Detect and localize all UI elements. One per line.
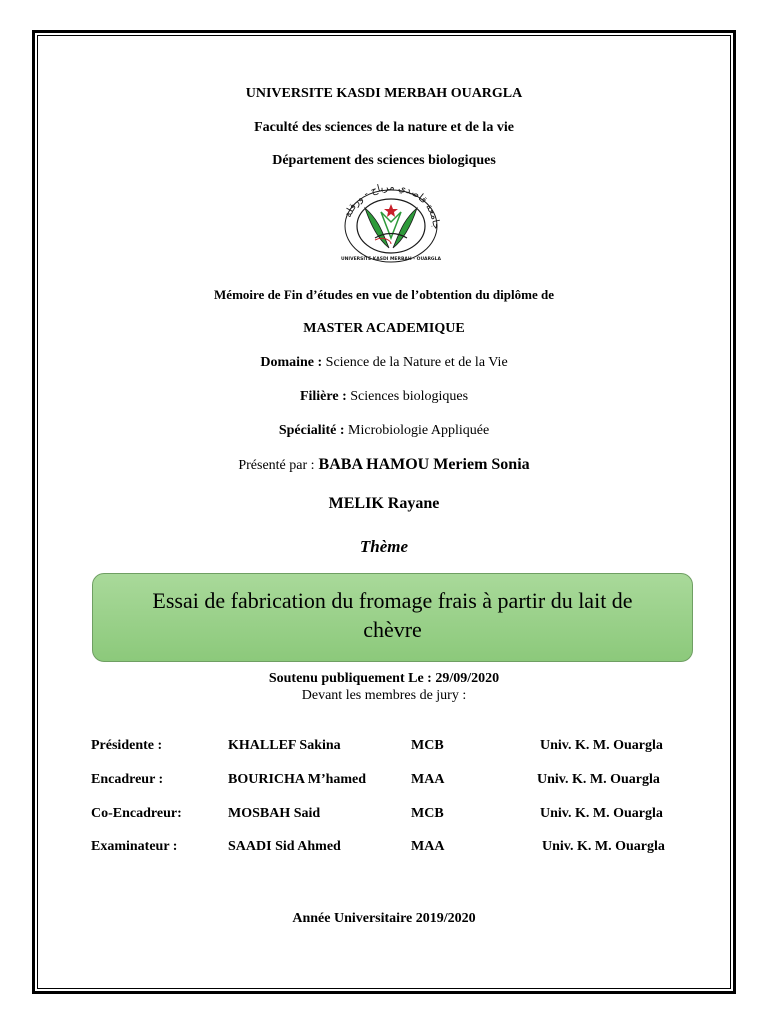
filiere-value: Sciences biologiques (350, 389, 469, 404)
jury-role: Examinateur : (91, 839, 178, 854)
specialite-line (0, 423, 768, 439)
presente-label: Présenté par : (238, 458, 315, 473)
jury-row (0, 738, 768, 756)
specialite-value: Microbiologie Appliquée (348, 423, 490, 438)
theme-label: Thème (359, 537, 409, 556)
author-primary: BABA HAMOU Meriem Sonia (318, 456, 530, 473)
domaine-line (0, 355, 768, 371)
jury-university: Univ. K. M. Ouargla (540, 806, 663, 821)
diploma-name: MASTER ACADEMIQUE (303, 321, 465, 336)
jury-role: Présidente : (91, 738, 163, 753)
jury-grade: MAA (411, 772, 445, 787)
theme-title-line2: chèvre (363, 617, 422, 642)
domaine-value: Science de la Nature et de la Vie (325, 355, 508, 370)
presente-line (0, 456, 768, 474)
jury-name: MOSBAH Said (228, 806, 321, 821)
filiere-line (0, 389, 768, 405)
university-emblem-icon (335, 178, 447, 264)
defense-date: Soutenu publiquement Le : 29/09/2020 (268, 671, 500, 686)
jury-row (0, 772, 768, 790)
university-name: UNIVERSITE KASDI MERBAH OUARGLA (245, 86, 523, 101)
jury-grade: MCB (411, 806, 444, 821)
department-name: Département des sciences biologiques (272, 153, 496, 168)
author-secondary: MELIK Rayane (328, 495, 440, 512)
jury-university: Univ. K. M. Ouargla (537, 772, 660, 787)
filiere-label: Filière : (299, 389, 347, 404)
jury-university: Univ. K. M. Ouargla (540, 738, 663, 753)
theme-title-box (92, 573, 693, 662)
jury-grade: MCB (411, 738, 444, 753)
jury-role: Co-Encadreur: (91, 806, 182, 821)
theme-title-line1: Essai de fabrication du fromage frais à partir du lait de (152, 588, 633, 613)
domaine-label: Domaine : (260, 355, 323, 370)
emblem-ring-text: جامعة قاصدي مرباح - ورقلة (342, 181, 442, 230)
jury-row (0, 839, 768, 857)
jury-grade: MAA (411, 839, 445, 854)
memoire-title: Mémoire de Fin d’études en vue de l’obtention du diplôme de (214, 287, 554, 302)
jury-intro: Devant les membres de jury : (301, 688, 467, 703)
academic-year: Année Universitaire 2019/2020 (292, 911, 476, 926)
jury-row (0, 806, 768, 824)
jury-university: Univ. K. M. Ouargla (542, 839, 665, 854)
jury-name: BOURICHA M’hamed (228, 772, 367, 787)
faculty-name: Faculté des sciences de la nature et de la vie (254, 120, 514, 135)
emblem-bottom-text: UNIVERSITE KASDI MERBAH - OUARGLA (341, 257, 441, 262)
jury-role: Encadreur : (91, 772, 164, 787)
specialite-label: Spécialité : (278, 423, 345, 438)
jury-name: KHALLEF Sakina (228, 738, 341, 753)
jury-name: SAADI Sid Ahmed (228, 839, 341, 854)
